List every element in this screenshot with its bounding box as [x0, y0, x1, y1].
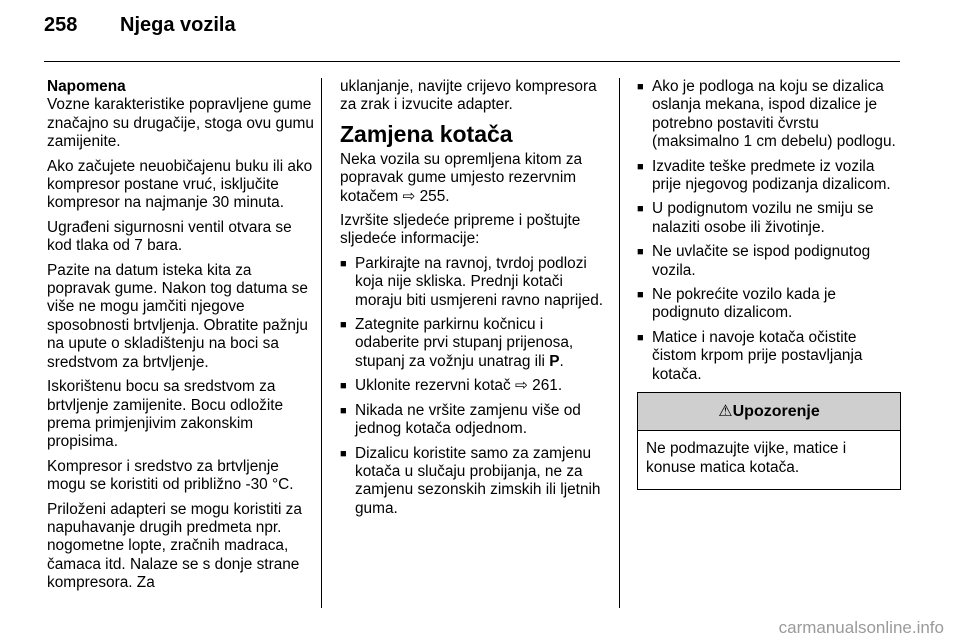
bullet-item	[340, 316, 608, 371]
column-divider-2	[619, 78, 620, 608]
column-3	[637, 78, 905, 490]
warning-box	[637, 392, 901, 490]
bullet-item: ■ Dizalicu koristite samo za zamjenu kotača u slučaju probijanja, ne za zamjenu sezonskih zimskih ili ljetnih guma.	[340, 445, 608, 519]
warning-text: Ne podmazujte vijke, matice i konuse matica kotača.	[646, 440, 847, 476]
bullet-item: ■ U podignutom vozilu ne smiju se nalaziti osobe ili životinje.	[637, 200, 905, 237]
bullet-item: ■ Parkirajte na ravnoj, tvrdoj podlozi koja nije skliska. Prednji kotači moraju biti usmjereni ravno naprijed.	[340, 255, 608, 310]
warning-triangle-icon: ⚠	[718, 403, 733, 421]
intro-paragraph	[340, 151, 608, 206]
bullet-item	[340, 377, 608, 395]
bullet-text: Zategnite parkirnu kočnicu i odaberite prvi stupanj prijenosa, stupanj za vožnju unatrag ili	[355, 316, 574, 370]
bullet-item: ■ Matice i navoje kotača očistite čistom krpom prije postavljanja kotača.	[637, 329, 905, 384]
note-paragraph-2: Ako začujete neuobičajenu buku ili ako kompresor postane vruć, isključite kompresor na najmanje 30 minuta.	[47, 157, 313, 212]
footer-watermark: carmanualsonline.info	[778, 618, 944, 637]
page-ref-icon: ⇨	[402, 187, 420, 205]
page-ref-icon: ⇨	[514, 377, 533, 395]
note-paragraph-5: Iskorištenu bocu sa sredstvom za brtvljenje zamijenite. Bocu odložite prema primjenjivim zakonskim propisima.	[47, 378, 284, 451]
column-1	[47, 78, 315, 599]
page-number: 258	[44, 14, 78, 36]
bullet-text: Uklonite rezervni kotač	[355, 377, 515, 395]
preparation-paragraph: Izvršite sljedeće pripreme i poštujte sljedeće informacije:	[340, 212, 581, 248]
bullet-item: ■ Ne uvlačite se ispod podignutog vozila.	[637, 243, 905, 280]
note-title: Napomena	[47, 78, 126, 95]
section-title: Zamjena kotača	[340, 120, 513, 147]
spare-wheel-page-ref[interactable]: 261.	[532, 377, 563, 395]
gear-p-label: P	[549, 352, 560, 370]
continued-paragraph: uklanjanje, navijte crijevo kompresora za zrak i izvucite adapter.	[340, 78, 597, 114]
warning-header	[638, 393, 900, 431]
bullet-item: ■ Ne pokrećite vozilo kada je podignuto dizalicom.	[637, 286, 905, 323]
intro-text: Neka vozila su opremljena kitom za popravak gume umjesto rezervnim kotačem	[340, 150, 583, 205]
warning-title: Upozorenje	[732, 403, 820, 421]
bullet-item: ■ Ako je podloga na koju se dizalica oslanja mekana, ispod dizalice je potrebno postaviti čvrstu (maksimalno 1 cm debelu) podlogu.	[637, 78, 905, 152]
header-rule	[44, 61, 900, 62]
page-header	[44, 14, 236, 37]
note-paragraph-1: Vozne karakteristike popravljene gume značajno su drugačije, stoga ovu gumu zamijenite.	[47, 96, 314, 151]
bullet-item: ■ Izvadite teške predmete iz vozila prije njegovog podizanja dizalicom.	[637, 158, 905, 195]
note-paragraph-4: Pazite na datum isteka kita za popravak gume. Nakon tog datuma se više ne mogu jamčiti njegove sposobnosti brtvljenja. Obratite pažnju na upute o skladištenju na boci sa sredstvom za brtvljenje.	[47, 261, 308, 371]
column-2	[340, 78, 608, 524]
column-divider-1	[321, 78, 322, 608]
intro-page-ref[interactable]: 255.	[419, 187, 450, 205]
bullet-item: ■ Nikada ne vršite zamjenu više od jednog kotača odjednom.	[340, 402, 608, 439]
note-paragraph-7: Priloženi adapteri se mogu koristiti za napuhavanje drugih predmeta npr. nogometne lopte, zračnih madraca, čamaca itd. Nalaze se s donje strane kompresora. Za	[47, 500, 302, 592]
note-paragraph-6: Kompresor i sredstvo za brtvljenje mogu se koristiti od približno -30 °C.	[47, 457, 294, 494]
page-title: Njega vozila	[120, 14, 236, 36]
bullet-text-end: .	[559, 352, 564, 370]
note-paragraph-3: Ugrađeni sigurnosni ventil otvara se kod tlaka od 7 bara.	[47, 218, 292, 255]
